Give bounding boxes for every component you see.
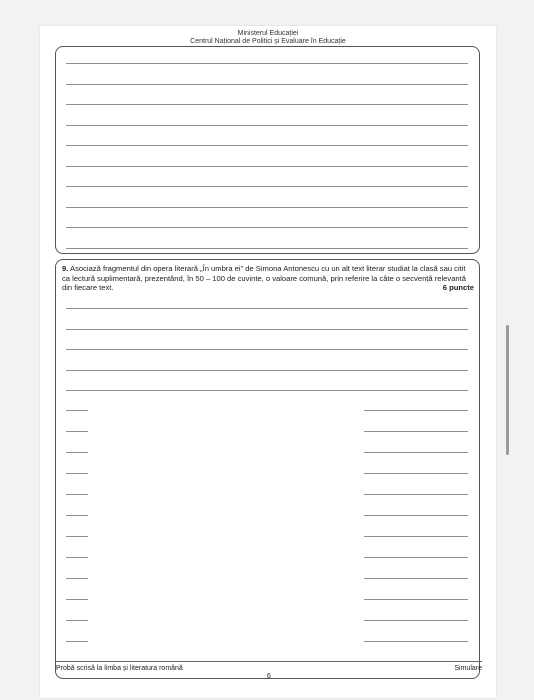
writing-line-right xyxy=(364,473,468,474)
ministry-name: Ministerul Educației xyxy=(237,30,299,37)
writing-line-right xyxy=(364,536,468,537)
question-number: 9. xyxy=(62,264,69,273)
writing-line xyxy=(66,104,468,105)
page-header xyxy=(40,30,496,46)
writing-line xyxy=(66,227,468,228)
page-footer xyxy=(56,661,482,680)
writing-line-right xyxy=(364,620,468,621)
writing-line xyxy=(66,63,468,64)
writing-line xyxy=(66,308,468,309)
answer-box-question-9[interactable] xyxy=(55,259,480,679)
center-name: Centrul Național de Politici și Evaluare în Educație xyxy=(190,38,346,45)
writing-line xyxy=(66,125,468,126)
answer-box-previous[interactable] xyxy=(55,46,480,254)
writing-line-right xyxy=(364,452,468,453)
footer-exam-name: Probă scrisă la limba și literatura română xyxy=(56,665,183,672)
writing-line-right xyxy=(364,494,468,495)
writing-line xyxy=(66,166,468,167)
writing-line-right xyxy=(364,515,468,516)
writing-line xyxy=(66,349,468,350)
page-number: 6 xyxy=(267,673,271,680)
writing-line xyxy=(66,329,468,330)
writing-line-right xyxy=(364,557,468,558)
writing-line-short xyxy=(66,473,88,474)
writing-line xyxy=(66,370,468,371)
writing-line xyxy=(66,248,468,249)
writing-line-short xyxy=(66,599,88,600)
question-9-text xyxy=(62,264,474,293)
writing-line-short xyxy=(66,452,88,453)
writing-line-right xyxy=(364,410,468,411)
writing-line xyxy=(66,84,468,85)
question-statement: Asociază fragmentul din opera literară „În umbra ei” de Simona Antonescu cu un alt text literar studiat la clasă sau citit ca lectură suplimentară, prezentând, în 50 – 100 de cuvinte, o valoare comună, prin referire la câte o secvență relevantă din fiecare text. xyxy=(62,264,466,293)
writing-line-short xyxy=(66,557,88,558)
writing-line xyxy=(66,186,468,187)
writing-line-short xyxy=(66,410,88,411)
writing-line-right xyxy=(364,641,468,642)
exam-page xyxy=(40,26,496,698)
writing-line-right xyxy=(364,578,468,579)
writing-line-short xyxy=(66,515,88,516)
question-points: 6 puncte xyxy=(442,283,474,293)
scrollbar[interactable] xyxy=(506,325,509,455)
writing-line-short xyxy=(66,431,88,432)
writing-line-short xyxy=(66,620,88,621)
writing-line-short xyxy=(66,536,88,537)
writing-line xyxy=(66,207,468,208)
writing-line xyxy=(66,145,468,146)
writing-line-short xyxy=(66,641,88,642)
footer-session: Simulare xyxy=(454,665,482,672)
writing-line xyxy=(66,390,468,391)
writing-line-right xyxy=(364,599,468,600)
writing-line-right xyxy=(364,431,468,432)
writing-line-short xyxy=(66,494,88,495)
writing-line-short xyxy=(66,578,88,579)
